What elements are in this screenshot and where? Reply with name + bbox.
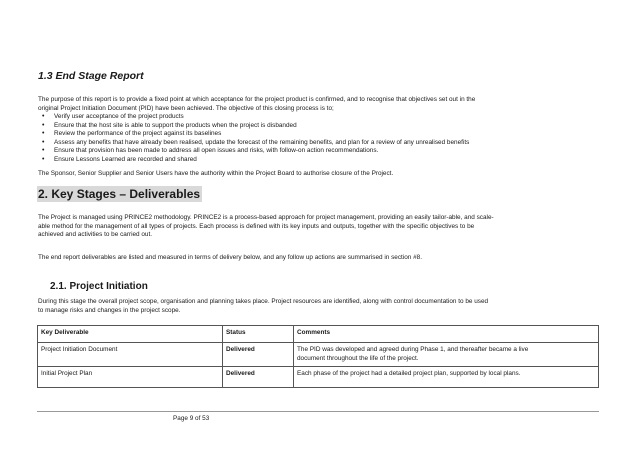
comments-cell: [294, 343, 599, 367]
comment-line-1: Each phase of the project had a detailed project plan, supported by local plans.: [297, 370, 521, 378]
deliverable-cell: Initial Project Plan: [38, 367, 223, 388]
prince2-paragraph: [38, 214, 494, 240]
initiation-line-2: to manage risks and changes in the project scope.: [38, 306, 181, 314]
authority-text: The Sponsor, Senior Supplier and Senior Users have the authority within the Project Board to authorise closure of the Project.: [38, 170, 394, 177]
comment-line-1: The PID was developed and agreed during Phase 1, and thereafter became a live: [297, 346, 529, 353]
prince2-line-2: able method for the management of all types of projects. Each process is defined with its key inputs and outputs, together with the specific objectives to be: [38, 222, 475, 230]
bullet-item: • Ensure that the host site is able to support the products when the project is disbanded: [38, 122, 469, 131]
bullet-item: • Verify user acceptance of the project products: [38, 113, 469, 122]
deliverables-summary-text: The end report deliverables are listed and measured in terms of delivery below, and any follow up actions are summarised in section #8.: [38, 254, 422, 261]
deliverables-table: [37, 325, 599, 388]
section-2-1-heading: 2.1. Project Initiation: [50, 281, 148, 292]
table-row: [38, 367, 599, 388]
comments-cell: [294, 367, 599, 388]
status-cell: Delivered: [223, 343, 294, 367]
header-status: Status: [223, 326, 294, 343]
comment-line-2: document throughout the life of the project.: [297, 354, 419, 362]
bullet-item: • Review the performance of the project against its baselines: [38, 130, 469, 139]
footer-divider: [37, 411, 599, 412]
bullet-item: • Ensure Lessons Learned are recorded and shared: [38, 156, 469, 165]
deliverable-cell: Project Initiation Document: [38, 343, 223, 367]
initiation-line-1: During this stage the overall project scope, organisation and planning takes place. Project resources are identified, along with control documentation to be used: [38, 298, 489, 305]
objectives-bullet-list: [38, 113, 469, 165]
intro-line-1: The purpose of this report is to provide a fixed point at which acceptance for the project product is confirmed, and to recognise that objectives set out in the: [38, 96, 476, 103]
section-1-3-heading: 1.3 End Stage Report: [38, 70, 144, 82]
project-initiation-text: [38, 298, 488, 315]
prince2-line-3: achieved and activities to be carried out.: [38, 231, 153, 239]
status-cell: Delivered: [223, 367, 294, 388]
prince2-line-1: The Project is managed using PRINCE2 methodology. PRINCE2 is a process-based approach for project management, providing an easily tailor-able, and scale-: [38, 214, 494, 221]
page-number: Page 9 of 53: [173, 415, 210, 422]
bullet-item: • Ensure that provision has been made to address all open issues and risks, with follow-on action recommendations.: [38, 147, 469, 156]
header-comments: Comments: [294, 326, 599, 343]
intro-line-2: original Project Initiation Document (PID) have been achieved. The objective of this closing process is to;: [38, 104, 334, 112]
section-2-heading: 2. Key Stages – Deliverables: [38, 187, 201, 201]
table-header-row: [38, 326, 599, 343]
table-row: [38, 343, 599, 367]
bullet-item: • Assess any benefits that have already been realised, update the forecast of the remaining benefits, and plan for a review of any unrealised benefits: [38, 139, 469, 148]
header-key-deliverable: Key Deliverable: [38, 326, 223, 343]
section-1-3-intro: [38, 96, 608, 113]
